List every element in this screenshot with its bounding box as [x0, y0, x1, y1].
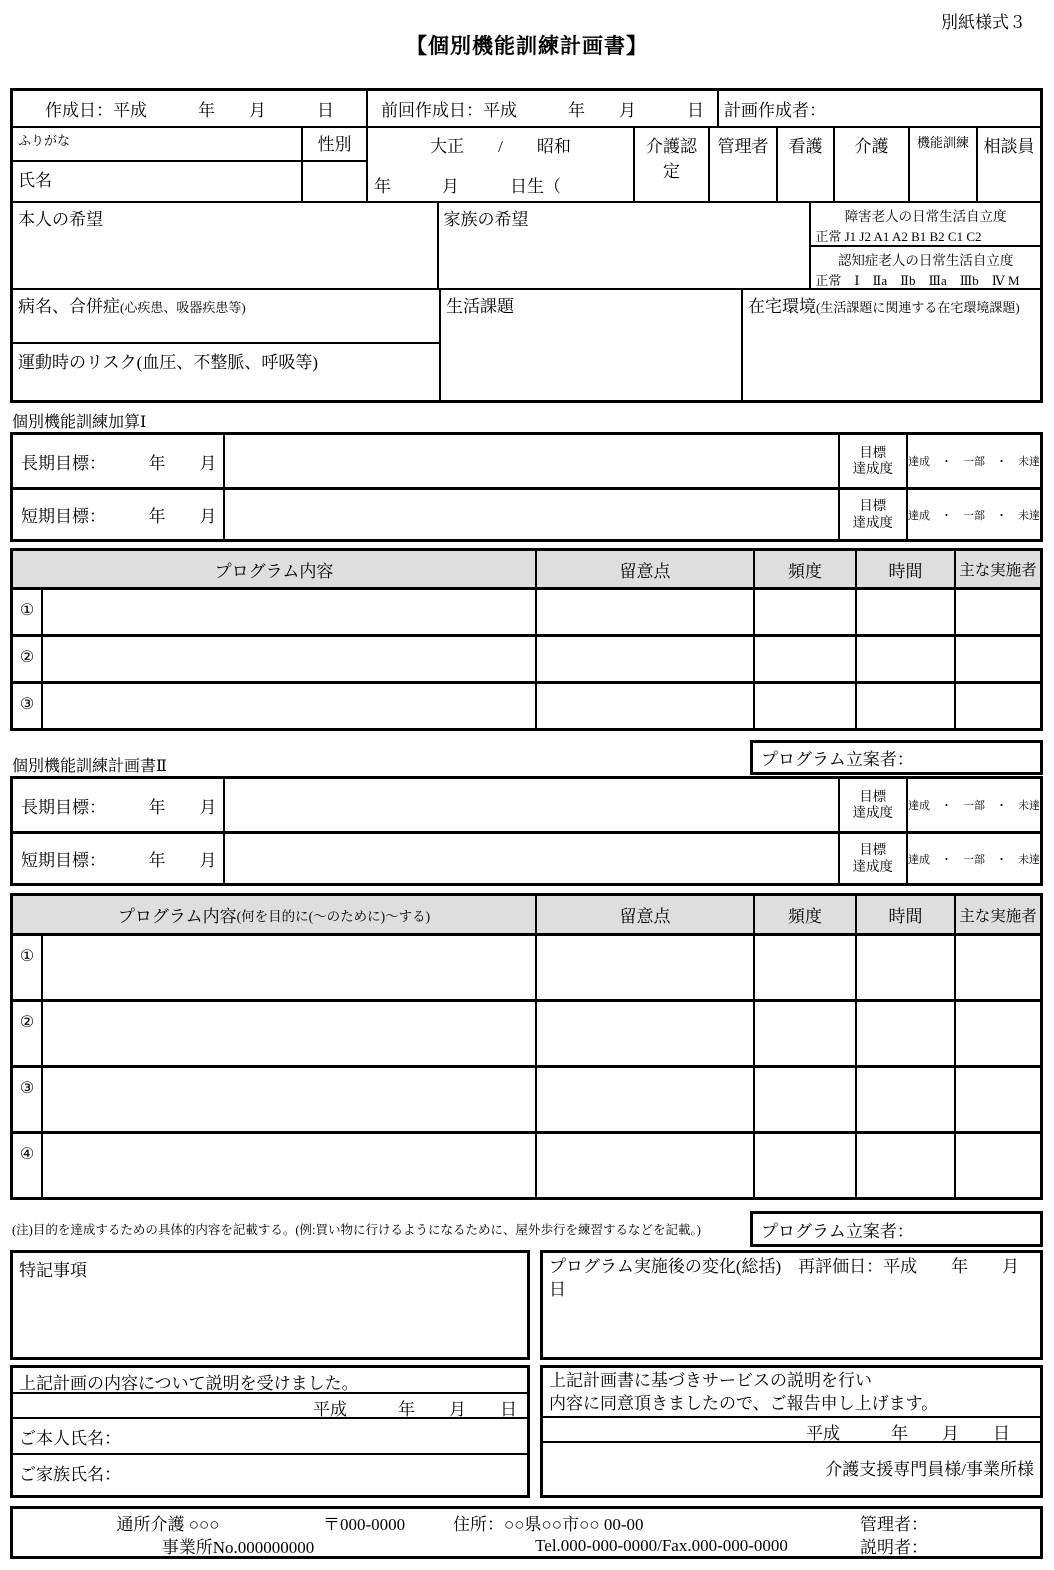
program2-header-content-label: プログラム内容: [117, 907, 237, 926]
goal-achievement-label: [838, 435, 906, 487]
program2-row4-executor-cell: [954, 1134, 1040, 1197]
program1-header-time: 時間: [855, 551, 954, 587]
footer-line-2: [13, 1534, 1040, 1557]
name-label: 氏名: [18, 171, 52, 190]
short-goal-row: [13, 831, 1040, 883]
birthdate-cell: [366, 128, 633, 201]
long-goal-label: 長期目標： 年 月: [21, 453, 217, 473]
consent-right-line1: 上記計画書に基づきサービスの説明を行い: [549, 1371, 872, 1390]
goal-achievement-line2: 達成度: [852, 514, 894, 530]
program2-header-content: [13, 896, 535, 933]
program2-row1-number: ①: [19, 948, 35, 965]
program-table-2: [10, 893, 1043, 1200]
special-notes-box: 特記事項: [10, 1250, 530, 1360]
program2-row-1: [13, 933, 1040, 999]
planner-strip-2: [10, 1211, 1043, 1247]
created-date-cell: 作成日：平成 年 月 日: [45, 101, 334, 120]
consent-right-line2: 内容に同意頂きましたので、ご報告申し上げます。: [549, 1393, 939, 1413]
program1-row2-content-cell: [41, 637, 535, 681]
gender-label: 性別: [303, 128, 366, 162]
goal-achievement-line1: 目標: [859, 444, 887, 460]
program1-row1-frequency-cell: [753, 590, 855, 634]
disease-label: 病名、合併症: [18, 297, 120, 316]
long-goal-blank-cell: [223, 435, 837, 487]
staff-manager-cell: 管理者: [708, 128, 776, 201]
staff-functional-training-cell: 機能訓練: [908, 128, 976, 201]
program1-row1-executor-cell: [954, 590, 1040, 634]
program2-header-row: [13, 896, 1040, 933]
staff-nurse-cell: 看護: [776, 128, 833, 201]
care-certification-cell: 介護認定: [633, 128, 708, 201]
family-wish-cell: 家族の希望: [437, 203, 810, 288]
goal-achievement-label: [838, 834, 906, 883]
disability-independence-box: [811, 203, 1040, 247]
program1-header-attention: 留意点: [535, 551, 753, 587]
goal-achievement-line2: 達成度: [852, 805, 894, 820]
program1-row-1: [13, 587, 1040, 634]
long-goal-label: 長期目標： 年 月: [21, 797, 217, 817]
program1-header-content: プログラム内容: [214, 561, 334, 581]
home-environment-note: (生活課題に関連する在宅環境課題): [816, 300, 1020, 315]
program2-planner-box: プログラム立案者：: [750, 1211, 1043, 1247]
wishes-row: [13, 201, 1040, 288]
dementia-independence-scale: 正常 Ⅰ Ⅱa Ⅱb Ⅲa Ⅲb Ⅳ M: [815, 273, 1020, 288]
program2-row-2: [13, 999, 1040, 1065]
program2-row3-executor-cell: [954, 1068, 1040, 1131]
name-row: [13, 126, 1040, 201]
consent-row: [10, 1365, 1043, 1498]
goal-achievement-options: 達成 ・ 一部 ・ 未達: [906, 834, 1040, 883]
long-goal-row: [13, 779, 1040, 831]
independence-cell: [809, 203, 1040, 288]
program2-row2-number: ②: [19, 1014, 35, 1031]
program2-row2-frequency-cell: [753, 1002, 855, 1065]
program1-row-3: [13, 681, 1040, 728]
short-goal-label: 短期目標： 年 月: [21, 851, 217, 870]
program1-row2-time-cell: [855, 637, 954, 681]
long-goal-row: [13, 435, 1040, 487]
goal-table-1: [10, 432, 1043, 542]
program1-row1-number: ①: [19, 602, 35, 619]
consent-right-addressee: 介護支援専門員様/事業所様: [825, 1459, 1034, 1479]
page-title: 【個別機能訓練計画書】: [406, 34, 648, 58]
disability-independence-scale: 正常 J1 J2 A1 A2 B1 B2 C1 C2: [815, 229, 982, 244]
disability-independence-title: 障害老人の日常生活自立度: [844, 209, 1007, 224]
program2-header-content-note: (何を目的に(～のために)～する): [236, 908, 431, 924]
era-line: 大正 / 昭和: [430, 137, 571, 156]
program1-row1-attention-cell: [535, 590, 753, 634]
dementia-independence-title: 認知症老人の日常生活自立度: [837, 253, 1014, 268]
short-goal-blank-cell: [223, 490, 837, 539]
consent-left-box: [10, 1365, 530, 1498]
disease-cell: [13, 290, 439, 344]
postal-code: 〒000-0000: [323, 1515, 406, 1534]
program2-row4-time-cell: [855, 1134, 954, 1197]
program1-row2-executor-cell: [954, 637, 1040, 681]
program2-header-time: 時間: [855, 896, 954, 933]
short-goal-blank-cell: [223, 834, 837, 883]
program2-row1-content-cell: [41, 936, 535, 999]
self-wish-cell: 本人の希望: [18, 210, 103, 229]
goal-achievement-line1: 目標: [859, 842, 887, 858]
program2-row1-time-cell: [855, 936, 954, 999]
program1-row1-content-cell: [41, 590, 535, 634]
program1-planner-box: プログラム立案者：: [750, 740, 1043, 775]
goal-table-2: [10, 776, 1043, 886]
name-column: [13, 128, 301, 201]
program2-row1-executor-cell: [954, 936, 1040, 999]
disease-note: (心疾患、吸器疾患等): [120, 300, 246, 315]
program2-header-frequency: 頻度: [753, 896, 855, 933]
program2-row2-executor-cell: [954, 1002, 1040, 1065]
prev-created-date-cell: 前回作成日：平成 年 月 日: [366, 91, 717, 126]
exercise-risk-cell: 運動時のリスク(血圧、不整脈、呼吸等): [18, 353, 318, 372]
date-row: [13, 91, 1040, 126]
program1-header-row: [13, 551, 1040, 587]
home-environment-label: 在宅環境: [748, 297, 816, 316]
program2-row2-attention-cell: [535, 1002, 753, 1065]
program2-header-executor: 主な実施者: [954, 896, 1040, 933]
program2-row-3: [13, 1065, 1040, 1131]
explainer-label: 説明者：: [860, 1538, 928, 1557]
program2-row3-time-cell: [855, 1068, 954, 1131]
goal-achievement-label: [838, 490, 906, 539]
notes-row: [10, 1250, 1043, 1360]
program1-row3-content-cell: [41, 684, 535, 728]
goal-achievement-line1: 目標: [859, 788, 887, 804]
program2-row1-frequency-cell: [753, 936, 855, 999]
consent-right-date: 平成 年 月 日: [543, 1418, 1040, 1443]
birth-line: 年 月 日生（: [374, 177, 561, 196]
furigana-label: ふりがな: [13, 128, 301, 162]
program2-row3-content-cell: [41, 1068, 535, 1131]
life-issue-cell: 生活課題: [439, 290, 741, 400]
gender-blank-cell: [303, 162, 366, 199]
program1-row1-time-cell: [855, 590, 954, 634]
program2-row4-frequency-cell: [753, 1134, 855, 1197]
goal-achievement-options: 達成 ・ 一部 ・ 未達: [906, 779, 1040, 831]
service-name: 通所介護 ○○○: [116, 1515, 220, 1534]
program1-row2-attention-cell: [535, 637, 753, 681]
program1-header-executor: 主な実施者: [954, 551, 1040, 587]
program2-row2-content-cell: [41, 1002, 535, 1065]
goal-achievement-line2: 達成度: [852, 858, 894, 874]
home-environment-cell: [741, 290, 1040, 400]
gender-column: [301, 128, 366, 201]
form-number-label: 別紙様式３: [941, 13, 1026, 32]
footer-line-1: [13, 1511, 1040, 1534]
short-goal-row: [13, 487, 1040, 539]
section2-title: 個別機能訓練計画書Ⅱ: [12, 758, 167, 775]
program2-footnote: (注)目的を達成するための具体的内容を記載する。(例:買い物に行けるようになるために、屋外歩行を練習するなどを記載。): [12, 1223, 701, 1237]
program2-row2-time-cell: [855, 1002, 954, 1065]
program2-row4-content-cell: [41, 1134, 535, 1197]
staff-care-cell: 介護: [833, 128, 908, 201]
program1-row-2: [13, 634, 1040, 681]
program1-header-frequency: 頻度: [753, 551, 855, 587]
program1-row2-number: ②: [19, 649, 35, 666]
long-goal-blank-cell: [223, 779, 837, 831]
consent-right-statement: [543, 1368, 1040, 1418]
office-footer-box: [10, 1506, 1043, 1559]
program1-row3-frequency-cell: [753, 684, 855, 728]
disease-row: [13, 288, 1040, 400]
section1-title: 個別機能訓練加算Ⅰ: [12, 414, 147, 431]
goal-achievement-label: [838, 779, 906, 831]
post-program-box: プログラム実施後の変化(総括) 再評価日：平成 年 月 日: [540, 1250, 1043, 1360]
program2-row4-attention-cell: [535, 1134, 753, 1197]
self-name-field: ご本人氏名：: [13, 1419, 527, 1455]
program-table-1: [10, 548, 1043, 731]
staff-consultant-cell: 相談員: [976, 128, 1040, 201]
goal-achievement-line2: 達成度: [852, 461, 894, 476]
program2-row3-frequency-cell: [753, 1068, 855, 1131]
dementia-independence-box: [811, 247, 1040, 286]
tel-fax: Tel.000-000-0000/Fax.000-000-0000: [535, 1535, 788, 1555]
goal-achievement-line1: 目標: [859, 498, 887, 514]
consent-left-title: 上記計画の内容について説明を受けました。: [13, 1368, 527, 1394]
program2-row-4: [13, 1131, 1040, 1197]
consent-right-box: [540, 1365, 1043, 1498]
program2-row3-attention-cell: [535, 1068, 753, 1131]
short-goal-label: 短期目標： 年 月: [21, 507, 217, 526]
disease-column: [13, 290, 439, 400]
program1-row3-executor-cell: [954, 684, 1040, 728]
program2-row1-attention-cell: [535, 936, 753, 999]
program2-row4-number: ④: [19, 1146, 35, 1163]
office-address: 住所：○○県○○市○○ 00-00: [453, 1515, 644, 1534]
goal-achievement-options: 達成 ・ 一部 ・ 未達: [906, 490, 1040, 539]
office-number: 事業所No.000000000: [161, 1538, 315, 1557]
program1-row3-number: ③: [19, 696, 35, 713]
program1-row3-time-cell: [855, 684, 954, 728]
manager-label: 管理者：: [860, 1515, 928, 1534]
program1-row2-frequency-cell: [753, 637, 855, 681]
family-name-field: ご家族氏名：: [19, 1464, 121, 1484]
program1-row3-attention-cell: [535, 684, 753, 728]
patient-info-table: [10, 88, 1043, 403]
goal-achievement-options: 達成 ・ 一部 ・ 未達: [906, 435, 1040, 487]
program2-row3-number: ③: [19, 1080, 35, 1097]
program2-header-attention: 留意点: [535, 896, 753, 933]
consent-left-date: 平成 年 月 日: [13, 1394, 527, 1419]
plan-author-cell: 計画作成者：: [717, 91, 1040, 126]
